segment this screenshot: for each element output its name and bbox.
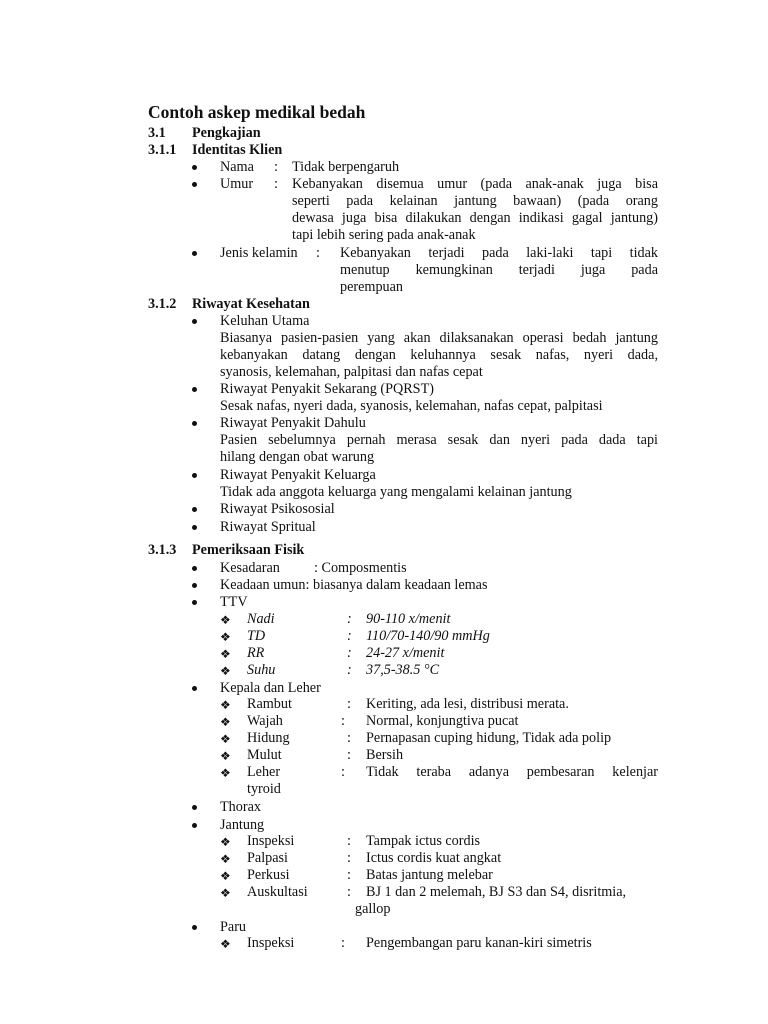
kepala-item-label: Rambut [247, 696, 292, 712]
dahulu-label: Riwayat Penyakit Dahulu [220, 415, 366, 431]
keluarga-line: Tidak ada anggota keluarga yang mengalami kelainan jantung [220, 484, 572, 500]
jk-label: Jenis kelamin [220, 245, 298, 261]
ttv-label-rr: RR [247, 645, 265, 661]
kesadaran-label: Kesadaran [220, 560, 280, 576]
paru-label: Paru [220, 919, 247, 935]
bullet-icon [192, 680, 200, 697]
document-title: Contoh askep medikal bedah [148, 102, 366, 122]
colon: : [341, 764, 345, 780]
bullet-icon [192, 176, 200, 193]
umur-label: Umur [220, 176, 254, 192]
jantung-item-value: Tampak ictus cordis [366, 833, 481, 849]
colon: : [347, 730, 351, 746]
bullet-icon [192, 799, 200, 816]
bullet-icon [192, 467, 200, 484]
bullet-icon [192, 501, 200, 518]
colon: : [347, 850, 351, 866]
section-number: 3.1 [148, 125, 166, 141]
colon: : [341, 713, 345, 729]
spiritual-label: Riwayat Spritual [220, 519, 316, 535]
diamond-bullet-icon: ❖ [220, 698, 231, 712]
section-label: Pemeriksaan Fisik [192, 542, 305, 558]
colon: : [347, 662, 352, 678]
bullet-icon [192, 159, 200, 176]
bullet-icon [192, 817, 200, 834]
jantung-item-label: Auskultasi [247, 884, 308, 900]
kepala-label: Kepala dan Leher [220, 680, 321, 696]
jantung-item-value: Ictus cordis kuat angkat [366, 850, 502, 866]
jantung-item-label: Inspeksi [247, 833, 295, 849]
section-number: 3.1.2 [148, 296, 177, 312]
diamond-bullet-icon: ❖ [220, 732, 231, 746]
umur-line: tapi lebih sering pada anak-anak [292, 227, 476, 243]
ttv-value-rr: 24-27 x/menit [366, 645, 445, 661]
diamond-bullet-icon: ❖ [220, 766, 231, 780]
bullet-icon [192, 313, 200, 330]
keluhan-line: kebanyakan datang dengan keluhannya sesak nafas, nyeri dada, [220, 347, 658, 363]
section-label: Pengkajian [192, 125, 261, 141]
jk-line: perempuan [340, 279, 404, 295]
sekarang-label: Riwayat Penyakit Sekarang (PQRST) [220, 381, 434, 397]
diamond-bullet-icon: ❖ [220, 664, 231, 678]
paru-item-value: Pengembangan paru kanan-kiri simetris [366, 935, 592, 951]
diamond-bullet-icon: ❖ [220, 869, 231, 883]
section-3-1-2 [148, 296, 310, 313]
colon: : [347, 867, 351, 883]
diamond-bullet-icon: ❖ [220, 852, 231, 866]
section-3-1 [148, 125, 261, 142]
kepala-item-value: Tidak teraba adanya pembesaran kelenjar [366, 764, 658, 780]
keluhan-line: Biasanya pasien-pasien yang akan dilaksanakan operasi bedah jantung [220, 330, 658, 346]
bullet-icon [192, 577, 200, 594]
bullet-icon [192, 415, 200, 432]
ttv-label: TTV [220, 594, 248, 610]
keluhan-label: Keluhan Utama [220, 313, 310, 329]
nama-value: Tidak berpengaruh [292, 159, 400, 175]
diamond-bullet-icon: ❖ [220, 937, 231, 951]
diamond-bullet-icon: ❖ [220, 647, 231, 661]
paru-item-label: Inspeksi [247, 935, 295, 951]
diamond-bullet-icon: ❖ [220, 886, 231, 900]
kepala-item-label: Leher [247, 764, 281, 780]
jk-line: menutup kemungkinan terjadi juga pada [340, 262, 658, 278]
kepala-item-label: Wajah [247, 713, 283, 729]
section-3-1-3 [148, 542, 304, 559]
jk-line: Kebanyakan terjadi pada laki-laki tapi tidak [340, 245, 658, 261]
section-3-1-1 [148, 142, 282, 159]
section-label: Identitas Klien [192, 142, 283, 158]
colon: : [347, 747, 351, 763]
auskultasi-continuation: gallop [355, 901, 391, 917]
jantung-item-value: Batas jantung melebar [366, 867, 493, 883]
diamond-bullet-icon: ❖ [220, 715, 231, 729]
colon: : [316, 245, 320, 261]
section-number: 3.1.3 [148, 542, 177, 558]
bullet-icon [192, 519, 200, 536]
keluarga-label: Riwayat Penyakit Keluarga [220, 467, 376, 483]
ttv-label-nadi: Nadi [247, 611, 275, 627]
kepala-item-value: Bersih [366, 747, 404, 763]
sekarang-line: Sesak nafas, nyeri dada, syanosis, kelemahan, nafas cepat, palpitasi [220, 398, 603, 414]
jantung-label: Jantung [220, 817, 265, 833]
kepala-item-value: Keriting, ada lesi, distribusi merata. [366, 696, 569, 712]
jantung-item-value: BJ 1 dan 2 melemah, BJ S3 dan S4, disritmia, [366, 884, 627, 900]
umur-line: Kebanyakan disemua umur (pada anak-anak juga bisa [292, 176, 658, 192]
section-number: 3.1.1 [148, 142, 177, 158]
colon: : [347, 833, 351, 849]
ttv-label-suhu: Suhu [247, 662, 276, 678]
colon: : [347, 645, 352, 661]
ttv-value-td: 110/70-140/90 mmHg [366, 628, 490, 644]
diamond-bullet-icon: ❖ [220, 749, 231, 763]
psiko-label: Riwayat Psikososial [220, 501, 335, 517]
kepala-item-label: Hidung [247, 730, 290, 746]
colon: : [347, 884, 351, 900]
colon: : [274, 159, 278, 175]
leher-continuation: tyroid [247, 781, 281, 797]
kepala-item-value: Pernapasan cuping hidung, Tidak ada polip [366, 730, 612, 746]
diamond-bullet-icon: ❖ [220, 630, 231, 644]
jantung-item-label: Perkusi [247, 867, 290, 883]
umur-line: seperti pada kelainan jantung bawaan) (pada orang [292, 193, 658, 209]
diamond-bullet-icon: ❖ [220, 613, 231, 627]
nama-label: Nama [220, 159, 254, 175]
colon: : [347, 628, 352, 644]
ttv-value-nadi: 90-110 x/menit [366, 611, 451, 627]
dahulu-line: Pasien sebelumnya pernah merasa sesak dan nyeri pada dada tapi [220, 432, 658, 448]
colon: : [341, 935, 345, 951]
bullet-icon [192, 919, 200, 936]
bullet-icon [192, 560, 200, 577]
dahulu-line: hilang dengan obat warung [220, 449, 375, 465]
umur-line: dewasa juga bisa dilakukan dengan indikasi gagal jantung) [292, 210, 658, 226]
kesadaran-value: : Composmentis [314, 560, 407, 576]
thorax-label: Thorax [220, 799, 261, 815]
ttv-value-suhu: 37,5-38.5 °C [366, 662, 440, 678]
bullet-icon [192, 245, 200, 262]
diamond-bullet-icon: ❖ [220, 835, 231, 849]
colon: : [274, 176, 278, 192]
colon: : [347, 611, 352, 627]
bullet-icon [192, 381, 200, 398]
section-label: Riwayat Kesehatan [192, 296, 310, 312]
kepala-item-value: Normal, konjungtiva pucat [366, 713, 519, 729]
keluhan-line: syanosis, kelemahan, palpitasi dan nafas cepat [220, 364, 483, 380]
kepala-item-label: Mulut [247, 747, 282, 763]
bullet-icon [192, 594, 200, 611]
keadaan-umum: Keadaan umun: biasanya dalam keadaan lemas [220, 577, 488, 593]
jantung-item-label: Palpasi [247, 850, 288, 866]
colon: : [347, 696, 351, 712]
ttv-label-td: TD [247, 628, 266, 644]
